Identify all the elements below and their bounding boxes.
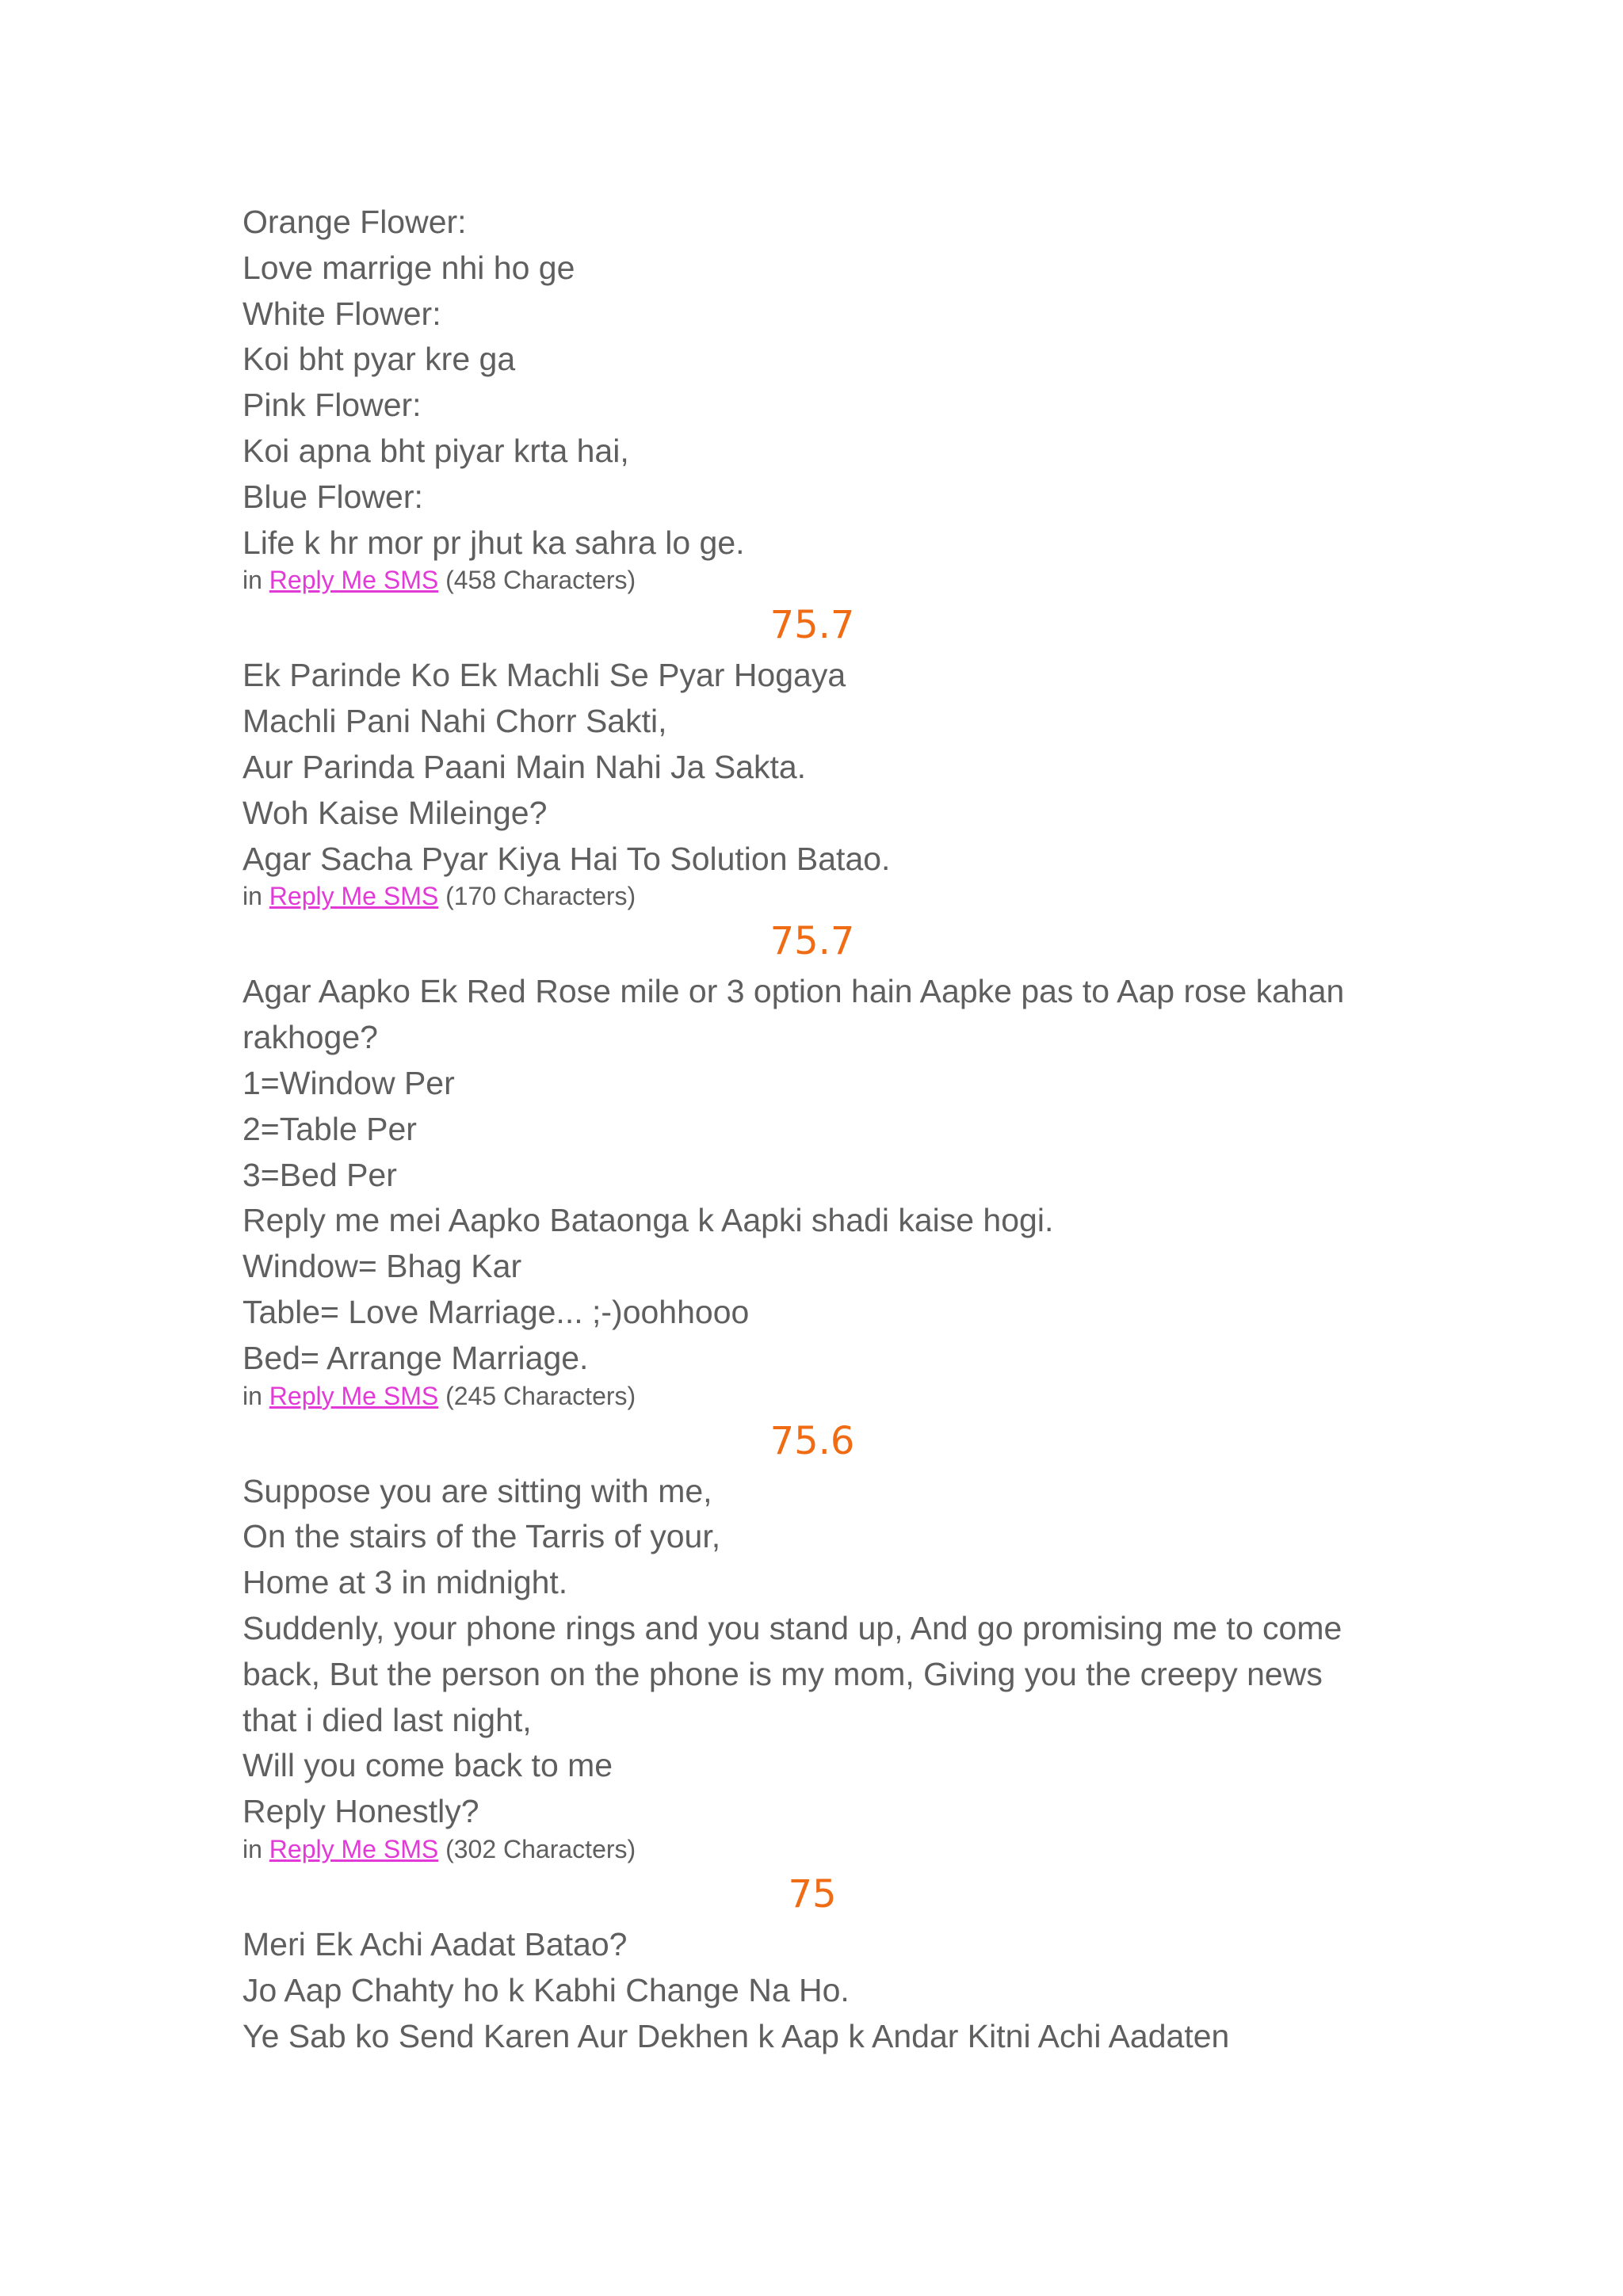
- character-count: (458 Characters): [438, 566, 636, 595]
- sms-line: Ye Sab ko Send Karen Aur Dekhen k Aap k Andar Kitni Achi Aadaten: [242, 2017, 1230, 2054]
- sms-line: Home at 3 in midnight.: [242, 1564, 568, 1601]
- sms-line: Aur Parinda Paani Main Nahi Ja Sakta.: [242, 748, 807, 785]
- sms-meta: [242, 1382, 1384, 1413]
- sms-line: Window= Bhag Kar: [242, 1248, 522, 1285]
- sms-line: Meri Ek Achi Aadat Batao?: [242, 1925, 628, 1962]
- sms-line: Life k hr mor pr jhut ka sahra lo ge.: [242, 524, 745, 561]
- sms-line: 3=Bed Per: [242, 1156, 397, 1193]
- sms-line: Suppose you are sitting with me,: [242, 1472, 712, 1509]
- sms-score: 75.6: [769, 1418, 855, 1463]
- sms-meta: [242, 1835, 1384, 1867]
- meta-prefix: in: [242, 882, 269, 911]
- category-link[interactable]: Reply Me SMS: [269, 1381, 439, 1410]
- sms-list: [242, 200, 1384, 2059]
- sms-line: Agar Aapko Ek Red Rose mile or 3 option hain Aapke pas to Aap rose kahan rakhoge?: [242, 973, 1345, 1056]
- category-link[interactable]: Reply Me SMS: [269, 566, 439, 595]
- character-count: (170 Characters): [438, 882, 636, 911]
- sms-line: Agar Sacha Pyar Kiya Hai To Solution Batao.: [242, 840, 891, 877]
- sms-line: White Flower:: [242, 295, 441, 332]
- sms-line: Table= Love Marriage... ;-)oohhooo: [242, 1293, 750, 1330]
- sms-post: [242, 1469, 1384, 1922]
- character-count: (302 Characters): [438, 1834, 636, 1863]
- sms-post: [242, 653, 1384, 969]
- sms-score: 75.7: [769, 919, 855, 964]
- sms-line: Reply Honestly?: [242, 1793, 479, 1830]
- sms-meta: [242, 566, 1384, 597]
- category-link[interactable]: Reply Me SMS: [269, 882, 439, 911]
- sms-line: Woh Kaise Mileinge?: [242, 794, 548, 831]
- sms-line: Reply me mei Aapko Bataonga k Aapki shadi kaise hogi.: [242, 1202, 1054, 1239]
- sms-line: On the stairs of the Tarris of your,: [242, 1518, 721, 1555]
- sms-line: Jo Aap Chahty ho k Kabhi Change Na Ho.: [242, 1971, 850, 2008]
- sms-line: 1=Window Per: [242, 1064, 455, 1101]
- sms-line: Blue Flower:: [242, 478, 423, 515]
- sms-score: 75.7: [769, 603, 855, 648]
- sms-meta: [242, 882, 1384, 913]
- sms-line: Pink Flower:: [242, 387, 422, 424]
- sms-post: [242, 969, 1384, 1468]
- sms-line: Suddenly, your phone rings and you stand up, And go promising me to come back, But the person on the phone is my mom, Giving you the creepy news that i died last night,: [242, 1609, 1342, 1738]
- sms-line: Orange Flower:: [242, 204, 467, 240]
- sms-post: [242, 1922, 1384, 2059]
- sms-line: Will you come back to me: [242, 1747, 613, 1784]
- sms-line: Machli Pani Nahi Chorr Sakti,: [242, 703, 667, 740]
- character-count: (245 Characters): [438, 1381, 636, 1410]
- sms-line: Bed= Arrange Marriage.: [242, 1339, 589, 1376]
- meta-prefix: in: [242, 566, 269, 595]
- sms-post: [242, 200, 1384, 653]
- sms-line: Ek Parinde Ko Ek Machli Se Pyar Hogaya: [242, 657, 846, 694]
- meta-prefix: in: [242, 1834, 269, 1863]
- sms-line: Love marrige nhi ho ge: [242, 249, 575, 286]
- sms-line: Koi bht pyar kre ga: [242, 341, 516, 378]
- category-link[interactable]: Reply Me SMS: [269, 1834, 439, 1863]
- sms-score: 75: [788, 1871, 837, 1917]
- sms-line: 2=Table Per: [242, 1110, 417, 1147]
- meta-prefix: in: [242, 1381, 269, 1410]
- sms-line: Koi apna bht piyar krta hai,: [242, 432, 629, 469]
